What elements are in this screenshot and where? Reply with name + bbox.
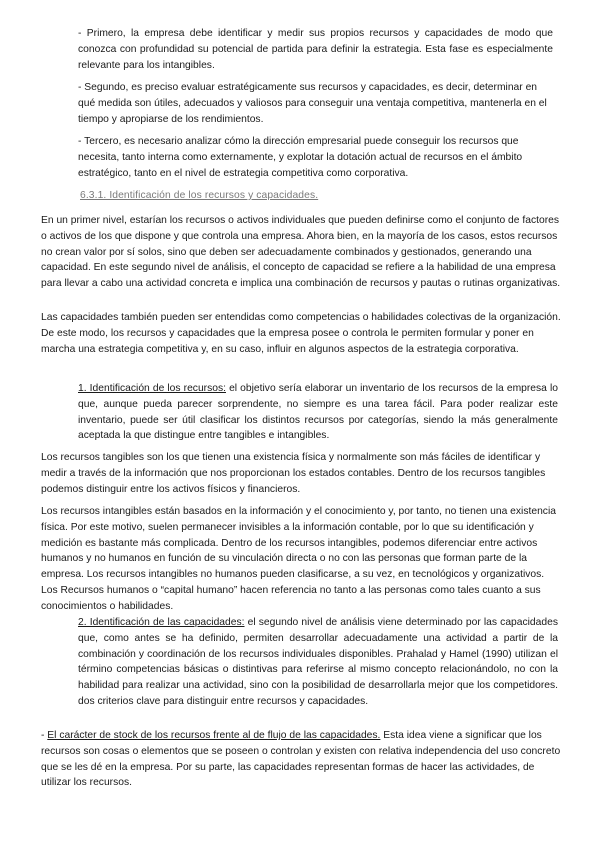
item-identificacion-recursos-text: el objetivo sería elaborar un inventario de los recursos de la empresa lo que, aunque pueda parecer sorprendente, no siempre es una tarea fácil. Para poder realizar este inventario, puede ser útil clasificar los distintos recursos por categorías, siendo la más generalmente aceptada la que distingue entre tangibles e intangibles.: [78, 383, 559, 442]
stock-prefix: -: [41, 730, 48, 741]
paragraph-stock-flujo: [41, 728, 561, 791]
paragraph-primer-nivel: En un primer nivel, estarían los recursos o activos individuales que pueden definirse como el conjunto de factores o activos de los que dispone y que controla una empresa. Ahora bien, en la mayoría de los casos, estos recursos no crean valor por sí solos, sino que deben ser adecuadamente combinados y gestionados, generando una capacidad. En este segundo nivel de análisis, el concepto de capacidad se refiere a la habilidad de una empresa para llevar a cabo una actividad concreta e implica una combinación de recursos y pautas o rutinas organizativas.: [41, 215, 561, 290]
paragraph-intangibles: Los recursos intangibles están basados en la información y el conocimiento y, por tanto, no tienen una existencia física. Por este motivo, suelen permanecer invisibles a la información contable, por lo que su identificación y medición es bastante más complicada. Dentro de los recursos intangibles, podemos diferenciar entre activos humanos y no humanos en función de su vinculación directa o no con las personas que forman parte de la empresa. Los recursos intangibles no humanos pueden clasificarse, a su vez, en tecnológicos y organizativos. Los Recursos humanos o “capital humano” hacen referencia no tanto a las personas como tales cuanto a sus conocimientos o habilidades.: [41, 506, 556, 612]
stock-text: Esta idea viene a significar que los recursos son cosas o elementos que se poseen o controlan y existen con relativa independencia del uso concreto que se les dé en la empresa. Por su parte, las capacidades representan formas de hacer las actividades, de utilizar los recursos.: [41, 730, 561, 789]
stock-title: El carácter de stock de los recursos frente al de flujo de las capacidades.: [47, 730, 381, 741]
paragraph-capacidades: Las capacidades también pueden ser entendidas como competencias o habilidades colectivas de la organización. De este modo, los recursos y capacidades que la empresa posee o controla le permiten formular y poner en marcha una estrategia competitiva y, en su caso, influir en algunos aspectos de la estrategia corporativa.: [41, 312, 561, 355]
item-identificacion-capacidades: [78, 615, 558, 710]
bullet-primero: - Primero, la empresa debe identificar y medir sus propios recursos y capacidades de modo que conozca con profundidad su potencial de partida para definir la estrategia. Esta fase es especialmente relevante para los intangibles.: [78, 28, 553, 71]
item-identificacion-capacidades-text: el segundo nivel de análisis viene determinado por las capacidades que, como antes se ha definido, permiten desarrollar adecuadamente una actividad a partir de la combinación y coordinación de los recursos individuales disponibles. Prahalad y Hamel (1990) utilizan el término competencias básicas o distintivas para referirse al mismo concepto relacionándolo, no con la habilidad para realizar una actividad, sino con la posibilidad de desarrollarla mejor que los competidores. dos criterios clave para distinguir entre recursos y capacidades.: [78, 617, 558, 707]
bullet-segundo: - Segundo, es preciso evaluar estratégicamente sus recursos y capacidades, es decir, determinar en qué medida son útiles, adecuados y valiosos para conseguir una ventaja competitiva, mantenerla en el tiempo y apropiarse de los rendimientos.: [78, 82, 547, 125]
item-identificacion-recursos: [78, 381, 558, 444]
item-identificacion-capacidades-title: 2. Identificación de las capacidades:: [78, 617, 245, 628]
bullet-tercero: - Tercero, es necesario analizar cómo la dirección empresarial puede conseguir los recursos que necesita, tanto interna como externamente, y explotar la dotación actual de recursos en el ámbito estratégico, tanto en el nivel de estrategia competitiva como corporativa.: [78, 136, 523, 179]
item-identificacion-recursos-title: 1. Identificación de los recursos:: [78, 383, 226, 394]
section-heading: 6.3.1. Identificación de los recursos y capacidades.: [80, 190, 319, 201]
paragraph-tangibles: Los recursos tangibles son los que tienen una existencia física y normalmente son más fáciles de identificar y medir a través de la información que nos proporcionan los estados contables. Dentro de los recursos tangibles podemos distinguir entre los activos físicos y financieros.: [41, 452, 546, 495]
